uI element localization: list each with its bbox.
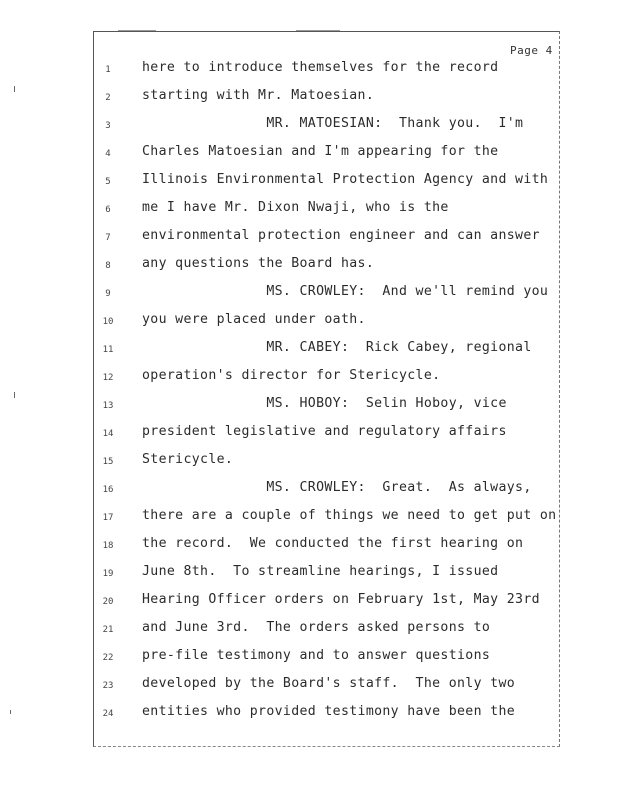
line-number: 11 bbox=[102, 345, 114, 355]
line-number: 15 bbox=[102, 457, 114, 467]
line-number: 21 bbox=[102, 625, 114, 635]
line-number: 8 bbox=[105, 261, 111, 271]
transcript-line bbox=[96, 592, 556, 620]
line-number: 1 bbox=[105, 65, 111, 75]
transcript-line bbox=[96, 228, 556, 256]
line-text: Illinois Environmental Protection Agency and with bbox=[142, 172, 549, 187]
line-text: there are a couple of things we need to get put on bbox=[142, 508, 557, 523]
line-text: Stericycle. bbox=[142, 452, 234, 467]
line-number: 23 bbox=[102, 681, 114, 691]
line-number: 13 bbox=[102, 401, 114, 411]
transcript-line bbox=[96, 172, 556, 200]
line-text: any questions the Board has. bbox=[142, 256, 375, 271]
transcript-line bbox=[96, 256, 556, 284]
page-number-label: Page 4 bbox=[510, 44, 553, 57]
line-number: 22 bbox=[102, 653, 114, 663]
line-text: MR. CABEY: Rick Cabey, regional bbox=[142, 340, 532, 355]
transcript-line bbox=[96, 60, 556, 88]
transcript-line bbox=[96, 312, 556, 340]
line-number: 12 bbox=[102, 373, 114, 383]
line-number: 6 bbox=[105, 205, 111, 215]
line-number: 16 bbox=[102, 485, 114, 495]
line-text: the record. We conducted the first hearing on bbox=[142, 536, 524, 551]
scan-smudge-top bbox=[118, 30, 156, 31]
line-number: 18 bbox=[102, 541, 114, 551]
transcript-line bbox=[96, 88, 556, 116]
scan-smudge-top-right bbox=[296, 30, 340, 31]
scan-mark-top bbox=[14, 86, 15, 92]
transcript-line bbox=[96, 116, 556, 144]
line-number: 10 bbox=[102, 317, 114, 327]
line-number: 7 bbox=[105, 233, 111, 243]
transcript-line bbox=[96, 508, 556, 536]
line-text: Hearing Officer orders on February 1st, May 23rd bbox=[142, 592, 540, 607]
transcript-line bbox=[96, 368, 556, 396]
line-text: entities who provided testimony have been the bbox=[142, 704, 516, 719]
transcript-line bbox=[96, 396, 556, 424]
line-number: 5 bbox=[105, 177, 111, 187]
line-number: 14 bbox=[102, 429, 114, 439]
line-text: starting with Mr. Matoesian. bbox=[142, 88, 375, 103]
line-number: 2 bbox=[105, 93, 111, 103]
transcript-line bbox=[96, 676, 556, 704]
transcript-line bbox=[96, 480, 556, 508]
transcript-line bbox=[96, 564, 556, 592]
transcript-line bbox=[96, 452, 556, 480]
transcript-line bbox=[96, 424, 556, 452]
line-text: pre-file testimony and to answer questions bbox=[142, 648, 491, 663]
transcript-line bbox=[96, 144, 556, 172]
transcript-line bbox=[96, 284, 556, 312]
line-number: 4 bbox=[105, 149, 111, 159]
line-text: MS. HOBOY: Selin Hoboy, vice bbox=[142, 396, 507, 411]
scan-mark-bottom bbox=[10, 710, 11, 714]
line-text: MS. CROWLEY: Great. As always, bbox=[142, 480, 532, 495]
transcript-line bbox=[96, 200, 556, 228]
line-text: here to introduce themselves for the record bbox=[142, 60, 499, 75]
line-text: operation's director for Stericycle. bbox=[142, 368, 441, 383]
line-number: 3 bbox=[105, 121, 111, 131]
transcript-line bbox=[96, 620, 556, 648]
line-text: Charles Matoesian and I'm appearing for the bbox=[142, 144, 499, 159]
line-text: developed by the Board's staff. The only two bbox=[142, 676, 516, 691]
line-text: president legislative and regulatory affairs bbox=[142, 424, 507, 439]
scan-mark-middle bbox=[14, 392, 15, 398]
transcript-line bbox=[96, 536, 556, 564]
line-number: 17 bbox=[102, 513, 114, 523]
line-text: June 8th. To streamline hearings, I issued bbox=[142, 564, 499, 579]
line-number: 24 bbox=[102, 709, 114, 719]
line-text: MR. MATOESIAN: Thank you. I'm bbox=[142, 116, 524, 131]
transcript-line bbox=[96, 704, 556, 732]
line-text: me I have Mr. Dixon Nwaji, who is the bbox=[142, 200, 449, 215]
transcript-line bbox=[96, 340, 556, 368]
line-number: 9 bbox=[105, 289, 111, 299]
line-number: 20 bbox=[102, 597, 114, 607]
line-text: and June 3rd. The orders asked persons to bbox=[142, 620, 491, 635]
line-text: you were placed under oath. bbox=[142, 312, 366, 327]
line-text: environmental protection engineer and can answer bbox=[142, 228, 540, 243]
line-text: MS. CROWLEY: And we'll remind you bbox=[142, 284, 549, 299]
line-number: 19 bbox=[102, 569, 114, 579]
transcript-line bbox=[96, 648, 556, 676]
